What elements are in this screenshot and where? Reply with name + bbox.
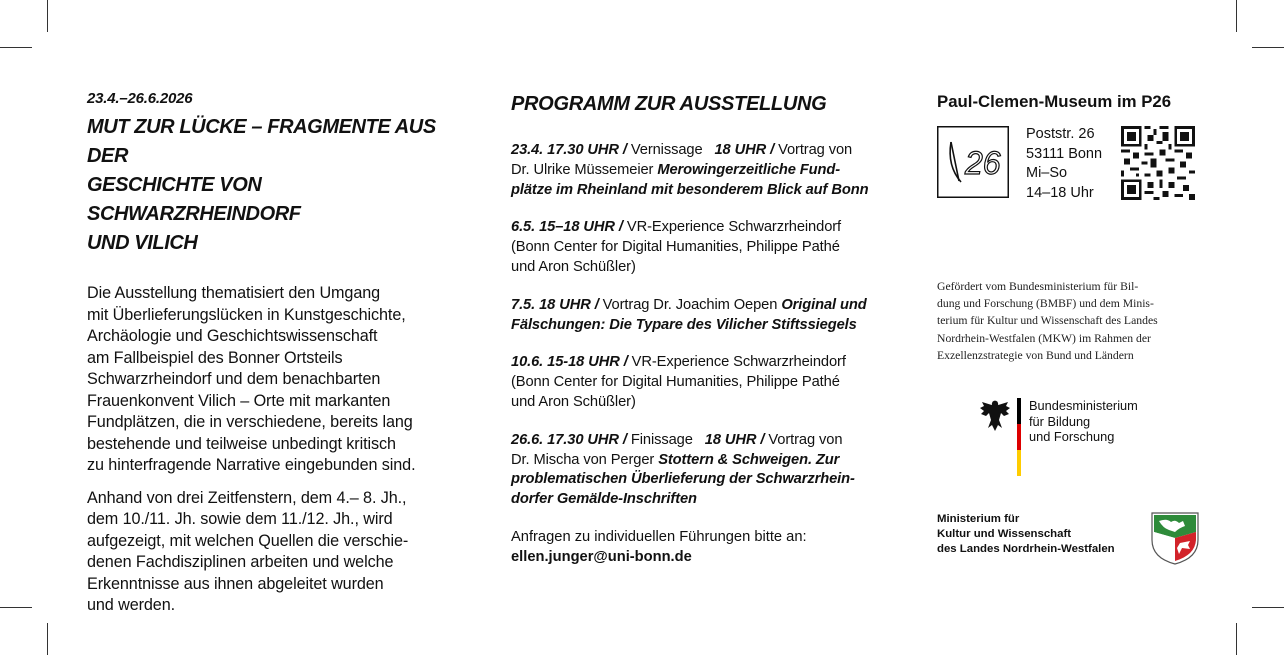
event-text: Vortrag Dr. Joachim Oepen [602, 296, 778, 313]
event-time: 18 UHR [704, 431, 757, 448]
title-line: GESCHICHTE VON SCHWARZRHEINDORF [87, 174, 301, 225]
logo-line: für Bildung [1029, 413, 1091, 429]
qr-code-icon[interactable] [1121, 126, 1195, 200]
flag-bar [1017, 398, 1021, 476]
contact-email[interactable]: ellen.junger@uni-bonn.de [511, 548, 692, 565]
address-line: Poststr. 26 [1026, 126, 1095, 142]
bmbf-logo [979, 398, 1179, 478]
event-item [511, 353, 901, 412]
speaker: Dr. Ulrike Müssemeier [511, 161, 654, 178]
talk-title: problematischen Überlieferung der Schwarzrhein- [511, 471, 855, 488]
nrw-crest-icon [1149, 510, 1201, 566]
talk-title: plätze im Rheinland mit besonderem Blick auf Bonn [511, 181, 869, 198]
text-line: am Fallbeispiel des Bonner Ortsteils [87, 348, 343, 367]
venue-column [937, 90, 1227, 555]
mkw-logo [937, 510, 1227, 570]
program-heading: PROGRAMM ZUR AUSSTELLUNG [511, 93, 827, 115]
separator: / [594, 296, 599, 313]
crop-mark [47, 623, 48, 655]
text-line: Erkenntnisse aus ihnen abgeleitet wurden [87, 574, 384, 593]
event-time: 26.6. 17.30 UHR [511, 431, 619, 448]
inquiry [511, 528, 901, 568]
text-line: dung und Forschung (BMBF) und dem Minis- [937, 297, 1154, 311]
exhibition-column [87, 90, 472, 617]
separator: / [622, 431, 627, 448]
text-line: Frauenkonvent Vilich – Orte mit markanten [87, 391, 391, 410]
text-line: bestehende und teilweise unbedingt kritisch [87, 434, 396, 453]
text-line: dem 10./11. Jh. sowie dem 11./12. Jh., wird [87, 510, 393, 528]
crop-mark [1252, 607, 1284, 608]
text-line: Schwarzrheindorf und dem benachbarten [87, 370, 381, 388]
text-line: aufgezeigt, mit welchen Quellen die verschie- [87, 531, 409, 550]
exhibition-date: 23.4.–26.6.2026 [87, 90, 193, 107]
text-line: Archäologie und Geschichtswissenschaft [87, 327, 378, 345]
separator: / [770, 142, 775, 158]
event-text: Vortrag von [778, 142, 853, 158]
event-time: 6.5. 15–18 UHR [511, 219, 615, 236]
crop-mark [47, 0, 48, 32]
svg-text:26: 26 [965, 145, 1001, 181]
event-text: und Aron Schüßler) [511, 258, 636, 275]
event-text: Vortrag von [768, 431, 843, 448]
text-line: denen Fachdisziplinen arbeiten und welche [87, 553, 394, 571]
address-line: 53111 Bonn [1026, 145, 1103, 162]
title-line: MUT ZUR LÜCKE – FRAGMENTE AUS DER [87, 116, 436, 167]
event-text: (Bonn Center for Digital Humanities, Philippe Pathé [511, 374, 840, 391]
intro-paragraph [87, 283, 472, 477]
museum-name: Paul-Clemen-Museum im P26 [937, 92, 1172, 111]
p26-logo-icon [937, 126, 1009, 198]
text-line: Fundplätzen, die in verschiedene, bereits lang [87, 413, 413, 431]
mkw-wordmark [937, 512, 1115, 557]
event-list [511, 141, 901, 510]
talk-title: Original und [781, 296, 867, 313]
event-time: 23.4. 17.30 UHR [511, 142, 619, 158]
bmbf-wordmark [1029, 398, 1138, 445]
logo-line: Kultur und Wissenschaft [937, 528, 1072, 540]
event-text: VR-Experience Schwarzrheindorf [631, 354, 846, 371]
event-text: VR-Experience Schwarzrheindorf [626, 219, 842, 236]
event-time: 10.6. 15-18 UHR [511, 354, 620, 371]
separator: / [760, 431, 765, 448]
event-label: Vernissage [630, 142, 703, 158]
talk-title: Stottern & Schweigen. Zur [658, 451, 840, 468]
event-item [511, 296, 901, 336]
address [1026, 125, 1102, 203]
talk-title: Fälschungen: Die Typare des Vilicher Stiftssiegels [511, 316, 857, 333]
text-line: Anhand von drei Zeitfenstern, dem 4.– 8. Jh., [87, 488, 407, 507]
separator: / [618, 219, 623, 236]
event-item [511, 141, 901, 200]
inquiry-text: Anfragen zu individuellen Führungen bitte an: [511, 528, 807, 545]
text-line: Nordrhein-Westfalen (MKW) im Rahmen der [937, 331, 1151, 345]
event-time: 18 UHR [714, 142, 767, 158]
text-line: Gefördert vom Bundesministerium für Bil- [937, 280, 1139, 293]
text-line: terium für Kultur und Wissenschaft des Landes [937, 314, 1158, 328]
logo-line: und Forschung [1029, 429, 1115, 444]
approach-paragraph [87, 488, 472, 617]
text-line: und werden. [87, 596, 175, 614]
funding-note [937, 278, 1201, 364]
text-line: mit Überlieferungslücken in Kunstgeschichte, [87, 305, 406, 324]
event-item [511, 431, 901, 510]
logo-line: Bundesministerium [1029, 398, 1138, 413]
separator: / [623, 354, 628, 371]
program-column [511, 90, 901, 568]
text-line: Exzellenzstrategie von Bund und Ländern [937, 348, 1134, 362]
logo-line: Ministerium für [937, 513, 1020, 525]
logo-line: des Landes Nordrhein-Westfalen [937, 543, 1115, 555]
event-time: 7.5. 18 UHR [511, 296, 591, 313]
speaker: Dr. Mischa von Perger [511, 451, 655, 468]
text-line: Die Ausstellung thematisiert den Umgang [87, 284, 381, 302]
event-text: und Aron Schüßler) [511, 393, 636, 410]
event-label: Finissage [630, 431, 693, 448]
crop-mark [0, 607, 32, 608]
federal-eagle-icon [979, 398, 1011, 432]
talk-title: Merowingerzeitliche Fund- [657, 161, 841, 178]
title-line: UND VILICH [87, 232, 198, 254]
separator: / [622, 142, 627, 158]
exhibition-title [87, 113, 472, 258]
opening-days: Mi–So [1026, 165, 1068, 182]
text-line: zu hinterfragende Narrative eingebunden sind. [87, 456, 416, 474]
crop-mark [0, 47, 32, 48]
talk-title: dorfer Gemälde-Inschriften [511, 491, 697, 508]
crop-mark [1236, 623, 1237, 655]
opening-hours: 14–18 Uhr [1026, 184, 1094, 201]
event-item [511, 218, 901, 277]
crop-mark [1236, 0, 1237, 32]
event-text: (Bonn Center for Digital Humanities, Philippe Pathé [511, 239, 840, 256]
crop-mark [1252, 47, 1284, 48]
